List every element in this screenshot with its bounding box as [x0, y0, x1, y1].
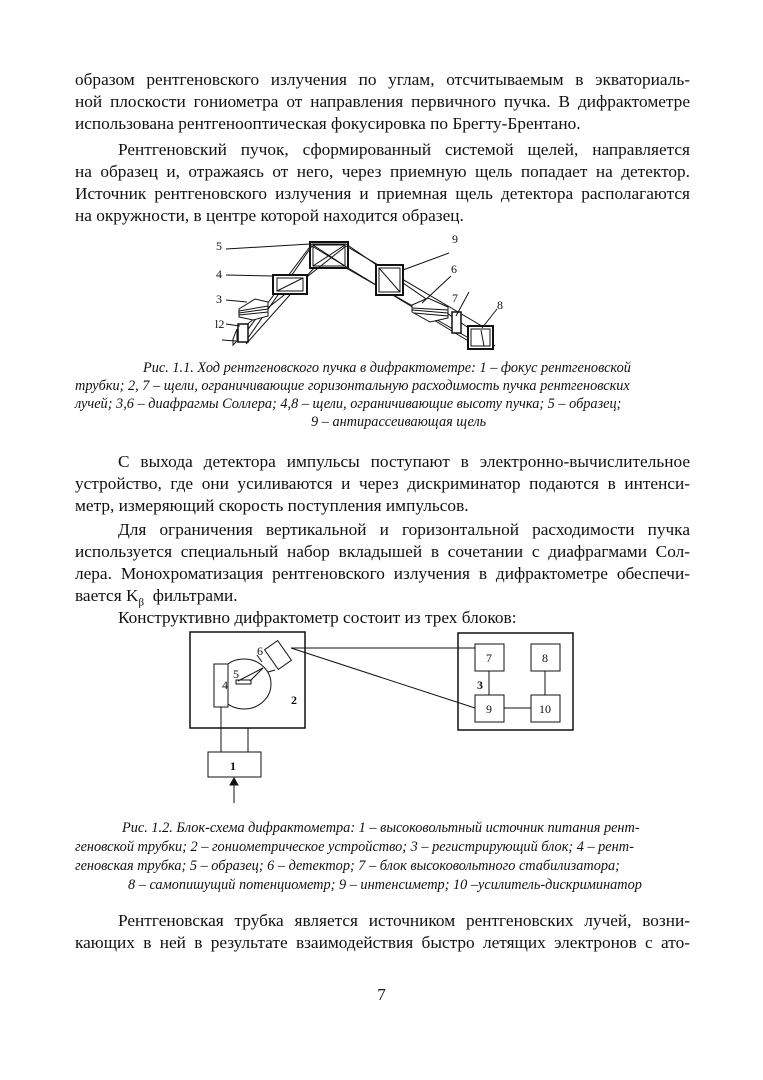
figure-1-caption-line: Рис. 1.1. Ход рентгеновского пучка в дифрактометре: 1 – фокус рентгеновской	[143, 360, 631, 376]
text-line: Рентгеновский пучок, сформированный системой щелей, направляется	[118, 140, 690, 159]
text-line: на образец и, отражаясь от него, через приемную щель попадает на детектор.	[75, 162, 690, 181]
text: вается K	[75, 586, 139, 605]
text: фильтрами.	[144, 586, 238, 605]
label-5: 5	[216, 239, 222, 253]
text-line: ной плоскости гониометра от направления первичного пучка. В дифрактометре	[75, 92, 690, 111]
text-line: Конструктивно дифрактометр состоит из трех блоков:	[118, 608, 517, 627]
text-line: Рентгеновская трубка является источником рентгеновских лучей, возни-	[118, 911, 690, 930]
figure-2-labels	[222, 644, 551, 773]
figure-2-caption-line: 8 – самопишущий потенциометр; 9 – интенсиметр; 10 –усилитель-дискриминатор	[128, 877, 642, 893]
block-7-label: 7	[486, 651, 492, 665]
block-9-label: 9	[486, 702, 492, 716]
label-4: 4	[216, 267, 222, 281]
text-line: образом рентгеновского излучения по углам, отсчитываемым в экваториаль-	[75, 70, 690, 89]
figure-2-caption-line: геновской трубки; 2 – гониометрическое устройство; 3 – регистрирующий блок; 4 – рент-	[75, 839, 634, 855]
text-line: Для ограничения вертикальной и горизонтальной расходимости пучка	[118, 520, 690, 539]
block-10-label: 10	[539, 702, 551, 716]
text-line: С выхода детектора импульсы поступают в электронно-вычислительное	[118, 452, 690, 471]
text-line: использована рентгенооптическая фокусировка по Брегту-Брентано.	[75, 114, 581, 133]
label-3: 3	[216, 292, 222, 306]
label-6: 6	[451, 262, 457, 276]
label-8: 8	[497, 298, 503, 312]
figure-2-caption-line: геновская трубка; 5 – образец; 6 – детектор; 7 – блок высоковольтного стабилизатора;	[75, 858, 620, 874]
block-1-label: 1	[230, 759, 236, 773]
label-7: 7	[452, 291, 458, 305]
block-8-label: 8	[542, 651, 548, 665]
figure-1-caption-line: 9 – антирассеивающая щель	[311, 414, 487, 430]
text-line: устройство, где они усиливаются и через дискриминатор подаются в интенси-	[75, 474, 690, 493]
figure-2-caption-line: Рис. 1.2. Блок-схема дифрактометра: 1 – высоковольтный источник питания рент-	[122, 820, 640, 836]
detector-6-label: 6	[257, 644, 263, 658]
figure-1-caption-line: лучей; 3,6 – диафрагмы Соллера; 4,8 – щели, ограничивающие высоту пучка; 5 – образец;	[75, 396, 622, 412]
text-line: используется специальный набор вкладышей в сочетании с диафрагмами Сол-	[75, 542, 690, 561]
page-number: 7	[377, 985, 386, 1004]
tube-4-label: 4	[222, 678, 228, 692]
text-line: лера. Монохроматизация рентгеновского излучения в дифрактометре обеспечи-	[75, 564, 690, 583]
label-2: l2	[215, 317, 225, 331]
figure-1-caption-line: трубки; 2, 7 – щели, ограничивающие горизонтальную расходимость пучка рентгеновских	[75, 378, 630, 394]
figure-2-block-diagram	[190, 632, 573, 803]
text-line: Источник рентгеновского излучения и приемная щель детектора располагаются	[75, 184, 690, 203]
sample-5-label: 5	[233, 667, 239, 681]
label-9: 9	[452, 232, 458, 246]
block-2-label: 2	[291, 693, 297, 707]
text-line: метр, измеряющий скорость поступления импульсов.	[75, 496, 469, 515]
subscript-beta: β	[138, 596, 145, 609]
block-3-label: 3	[477, 678, 483, 692]
text-line: на окружности, в центре которой находится образец.	[75, 206, 464, 225]
text-line: кающих в ней в результате взаимодействия быстро летящих электронов с ато-	[75, 933, 690, 952]
